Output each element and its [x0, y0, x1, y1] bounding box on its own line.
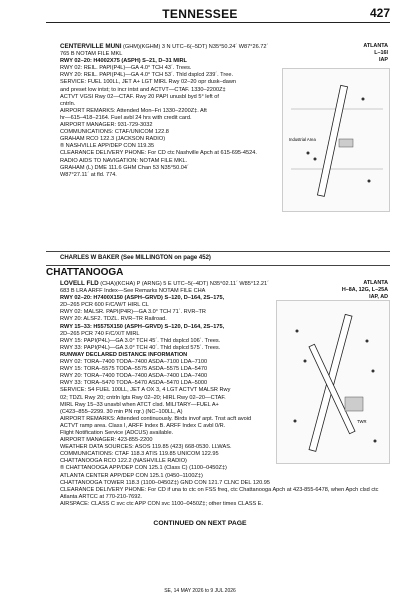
lovell-line: ATLANTA CENTER APP/DEP CON 125.1 (0450–1100Z‡)	[60, 472, 203, 479]
centerville-line: hr—615–418–2164. Fuel avbl 24 hrs with credit card.	[60, 114, 192, 121]
centerville-line: SERVICE: FUEL 100LL, JET A+ LGT MIRL Rwy 02–20 opr dusk–dawn	[60, 79, 237, 86]
runway-15-33	[309, 344, 355, 434]
centerville-line: 765 B NOTAM FILE MKL	[60, 51, 123, 58]
lovell-line: CHATTANOOGA RCO 122.2 (NASHVILLE RADIO)	[60, 458, 187, 465]
page-number: 427	[369, 6, 390, 20]
centerville-line: and preset low intst; to incr intst and ACTVT—CTAF. 1330–2200Z‡	[60, 86, 226, 93]
centerville-chart-refs: ATLANTA L–16I IAP	[363, 43, 388, 63]
lovell-line: AIRPORT MANAGER: 423-855-2200	[60, 437, 153, 444]
centerville-line: cntrln.	[60, 100, 76, 107]
centerville-line: GRAHAM RCO 122.3 (JACKSON RADIO)	[60, 136, 166, 143]
lovell-line: RWY 33: TORA–5470 TODA–5470 ASDA–5470 LDA–5000	[60, 380, 208, 387]
lovell-line: Atlanta ARTCC at 770-210-7692.	[60, 493, 142, 500]
centerville-line: RWY 02: REIL. PAPI(P4L)—GA 4.0° TCH 43´. Trees.	[60, 65, 192, 72]
tower-label: TWR	[357, 419, 367, 424]
lovell-line: CLEARANCE DELIVERY PHONE: For CD if una to ctc on FSS freq, ctc Chattanooga Apch at 423-855-6478, when Apch clsd ctc	[60, 486, 379, 493]
lovell-line: RWY 33: PAPI(P4L)—GA 3.0° TCH 40´. Thld dsplcd 575´. Trees.	[60, 344, 221, 351]
centerville-line: AIRPORT MANAGER: 931-729-3032	[60, 122, 153, 129]
lovell-line: RUNWAY DECLARED DISTANCE INFORMATION	[60, 351, 188, 358]
page-header	[0, 0, 400, 24]
centerville-line: AIRPORT REMARKS: Attended Mon–Fri 1330–2200Z‡. Aft	[60, 107, 207, 114]
lovell-line: CHATTANOOGA TOWER 118.3 (1100–0450Z‡) GND CON 121.7 CLNC DEL 120.95	[60, 479, 270, 486]
lovell-title[interactable]: LOVELL FLD	[60, 280, 99, 287]
industrial-area-label: Industrial Area	[289, 137, 316, 142]
lovell-line: COMMUNICATIONS: CTAF 118.3 ATIS 119.85 UNICOM 122.95	[60, 451, 219, 458]
city-heading: CHATTANOOGA	[46, 267, 124, 278]
lovell-line: ACTVT ramp area. Class I, ARFF Index B. ARFF Index C avbl 0/R.	[60, 422, 226, 429]
header-rule	[46, 22, 390, 23]
centerville-id-line: (GHM)(KGHM) 3 N UTC–6(–5DT) N35°50.24´ W87°26.72´	[123, 44, 269, 50]
lovell-chart-refs: ATLANTA H–8A, 12G, L–25A IAP, AD	[341, 280, 388, 300]
lovell-line: RWY 15–33: H5575X150 (ASPH–GRVD) S–120, D–164, 2S–175,	[60, 323, 225, 330]
lovell-airport-diagram	[276, 300, 390, 464]
centerville-airport-diagram	[282, 68, 390, 212]
section-divider	[46, 265, 390, 266]
centerville-line: COMMUNICATIONS: CTAF/UNICOM 122.8	[60, 129, 169, 136]
lovell-line: AIRPORT REMARKS: Attended continuously. Birds invof arpt. Tnst acft avoid	[60, 415, 252, 422]
lovell-line: 02; TDZL Rwy 20; cntrln lgts Rwy 02–20; HIRL Rwy 02–20—CTAF.	[60, 394, 226, 401]
lovell-line: RWY 02–20: H7400X150 (ASPH–GRVD) S–120, D–164, 2S–175,	[60, 295, 225, 302]
centerville-line: GRAHAM (L) DME 111.6 GHM Chan 53 N35°50.04´	[60, 164, 189, 171]
lovell-line: 2D–265 PCR 600 F/C/W/T HIRL CL	[60, 302, 149, 309]
lovell-line: RWY 02: TORA–7400 TODA–7400 ASDA–7100 LDA–7100	[60, 359, 208, 366]
lovell-line: RWY 20: TORA–7400 TODA–7400 ASDA–7400 LDA–7400	[60, 373, 208, 380]
lovell-line: Flight Notification Service (ADCUS) available.	[60, 429, 174, 436]
centerville-entry	[60, 43, 268, 179]
centerville-line: ACTVT VGSI Rwy 02—CTAF. Rwy 20 PAPI unusbl byd 5° left of	[60, 93, 219, 100]
lovell-line: 683 B LRA ARFF Index—See Remarks NOTAM FILE CHA	[60, 288, 206, 295]
lovell-line: 2D–265 PCR 740 F/C/X/T MIRL	[60, 330, 140, 337]
lovell-line: MIRL Rwy 15–33 unavbl when ATCT clsd. MILITARY—FUEL A+	[60, 401, 219, 408]
apron	[339, 139, 353, 147]
centerville-line: ® NASHVILLE APP/DEP CON 119.35	[60, 143, 155, 150]
centerville-line: RADIO AIDS TO NAVIGATION: NOTAM FILE MKL.	[60, 157, 188, 164]
lovell-line: AIRSPACE: CLASS C svc ctc APP CON svc 1100–0450Z‡; other times CLASS E.	[60, 500, 264, 507]
lovell-line: RWY 02: MALSR. PAPI(P4R)—GA 3.0° TCH 71´. RVR–TR	[60, 309, 206, 316]
centerville-line: RWY 02–20: H4002X75 (ASPH) S–21, D–31 MIRL	[60, 58, 187, 65]
state-title: TENNESSEE	[162, 7, 238, 21]
lovell-line: SERVICE: S4 FUEL 100LL, JET A OX 3, 4 LGT ACTVT MALSR Rwy	[60, 387, 231, 394]
centerville-line: RWY 20: REIL. PAPI(P4L)—GA 4.0° TCH 53´. Thld dsplcd 239´. Tree.	[60, 72, 234, 79]
lovell-line: RWY 20: ALSF2. TDZL. RVR–TR Railroad.	[60, 316, 167, 323]
lovell-line: ® CHATTANOOGA APP/DEP CON 125.1 (Class C) (1100–0450Z‡)	[60, 465, 227, 472]
lovell-line: WEATHER DATA SOURCES: ASOS 119.85 (423) 668-0530. LLWAS.	[60, 444, 232, 451]
charles-w-baker-xref[interactable]: CHARLES W BAKER (See MILLINGTON on page 452)	[60, 255, 211, 261]
centerville-line: CLEARANCE DELIVERY PHONE: For CD ctc Nashville Apch at 615-695-4524.	[60, 150, 257, 157]
lovell-id-line: (CHA)(KCHA) P (ARNG) 5 E UTC–5(–4DT) N35°02.11´ W85°12.21´	[100, 281, 269, 287]
terminal-apron	[345, 397, 363, 411]
lovell-line: (C423–855–2299. 30 min PN rqr.) (NC–100LL, A)	[60, 408, 183, 415]
lovell-line: RWY 15: PAPI(P4L)—GA 3.0° TCH 45´. Thld dsplcd 106´. Trees.	[60, 337, 221, 344]
continued-notice: CONTINUED ON NEXT PAGE	[153, 520, 247, 527]
centerville-title[interactable]: CENTERVILLE MUNI	[60, 43, 122, 50]
effective-dates-footer: SE, 14 MAY 2026 to 9 JUL 2026	[164, 588, 236, 594]
centerville-line: W87°27.11´ at fld. 774.	[60, 171, 117, 178]
section-divider	[46, 251, 390, 252]
lovell-line: RWY 15: TORA–5575 TODA–5575 ASDA–5575 LDA–5470	[60, 366, 208, 373]
